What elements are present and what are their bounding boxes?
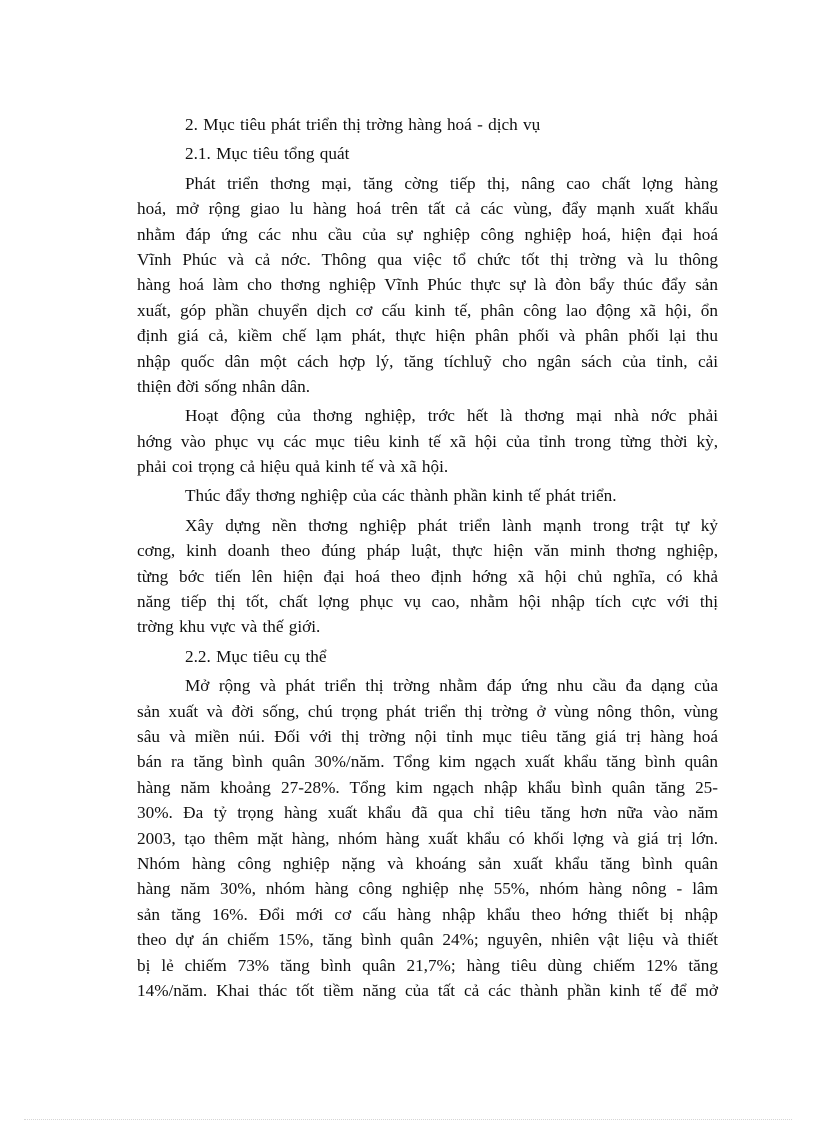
text-line: hớng vào phục vụ các mục tiêu kinh tế xã hội của tỉnh trong từng thời kỳ,: [137, 431, 718, 451]
text-line: Hoạt động của thơng nghiệp, trớc hết là thơng mại nhà nớc phải: [185, 406, 718, 426]
text-line: 30%. Đa tỷ trọng hàng xuất khẩu đã qua chỉ tiêu tăng hơn nữa vào năm: [137, 803, 718, 823]
text-line: xuất, góp phần chuyển dịch cơ cấu kinh tế, phân công lao động xã hội, ổn: [137, 300, 718, 320]
text-line: trờng khu vực và thế giới.: [137, 617, 321, 637]
subsection-heading: 2.1. Mục tiêu tổng quát: [185, 144, 350, 164]
text-line: bị lẻ chiếm 73% tăng bình quân 21,7%; hàng tiêu dùng chiếm 12% tăng: [137, 955, 718, 975]
text-line: thiện đời sống nhân dân.: [137, 376, 311, 396]
text-line: hàng năm khoảng 27-28%. Tổng kim ngạch nhập khẩu bình quân tăng 25-: [137, 777, 718, 797]
text-line: sản tăng 16%. Đổi mới cơ cấu hàng nhập khẩu theo hớng thiết bị nhập: [137, 904, 718, 924]
text-line: định giá cả, kiềm chế lạm phát, thực hiện phân phối và phân phối lại thu: [137, 326, 718, 346]
document-page: [137, 112, 718, 1003]
text-line: sản xuất và đời sống, chú trọng phát triển thị trờng ở vùng nông thôn, vùng: [137, 701, 718, 721]
paragraph-specific-goals: [137, 673, 718, 1003]
paragraph-promote-sectors: [137, 483, 718, 508]
text-line: Thúc đẩy thơng nghiệp của các thành phần kinh tế phát triển.: [185, 486, 617, 506]
text-line: hoá, mở rộng giao lu hàng hoá trên tất cả các vùng, đẩy mạnh xuất khẩu: [137, 199, 718, 219]
page-bottom-rule: [24, 1119, 792, 1120]
text-line: nhằm đáp ứng các nhu cầu của sự nghiệp công nghiệp hoá, hiện đại hoá: [137, 224, 718, 244]
text-line: phải coi trọng cả hiệu quả kinh tế và xã hội.: [137, 457, 449, 477]
paragraph-commerce-activity: [137, 403, 718, 479]
text-line: bán ra tăng bình quân 30%/năm. Tổng kim ngạch xuất khẩu tăng bình quân: [137, 752, 718, 772]
text-line: cơng, kinh doanh theo đúng pháp luật, thực hiện văn minh thơng nghiệp,: [137, 541, 718, 561]
section-heading: 2. Mục tiêu phát triển thị trờng hàng hoá - dịch vụ: [185, 115, 541, 134]
text-line: Phát triển thơng mại, tăng cờng tiếp thị, nâng cao chất lợng hàng: [185, 173, 718, 193]
text-line: 14%/năm. Khai thác tốt tiềm năng của tất cả các thành phần kinh tế để mở: [137, 980, 718, 1000]
text-line: nhập quốc dân một cách hợp lý, tăng tíchluỹ cho ngân sách của tỉnh, cải: [137, 351, 718, 371]
text-line: theo dự án chiếm 15%, tăng bình quân 24%; nguyên, nhiên vật liệu và thiết: [137, 930, 718, 950]
text-line: Xây dựng nền thơng nghiệp phát triển lành mạnh trong trật tự kỷ: [185, 515, 718, 535]
text-line: từng bớc tiến lên hiện đại hoá theo định hớng xã hội chủ nghĩa, có khả: [137, 566, 718, 586]
text-line: Mở rộng và phát triển thị trờng nhằm đáp ứng nhu cầu đa dạng của: [185, 676, 718, 696]
text-line: Vĩnh Phúc và cả nớc. Thông qua việc tổ chức tốt thị trờng và lu thông: [137, 249, 718, 269]
text-line: 2003, tạo thêm mặt hàng, nhóm hàng xuất khẩu có khối lợng và giá trị lớn.: [137, 828, 718, 848]
text-line: hàng hoá làm cho thơng nghiệp Vĩnh Phúc thực sự là đòn bẩy thúc đẩy sản: [137, 275, 718, 295]
text-line: năng tiếp thị tốt, chất lợng phục vụ cao, nhằm hội nhập tích cực với thị: [137, 592, 718, 612]
paragraph-general-goal: [137, 171, 718, 400]
text-line: sâu và miền núi. Đối với thị trờng nội tỉnh mục tiêu tăng giá trị hàng hoá: [137, 726, 718, 746]
paragraph-build-commerce: [137, 513, 718, 640]
text-line: Nhóm hàng công nghiệp nặng và khoáng sản xuất khẩu tăng bình quân: [137, 853, 718, 873]
subsection-heading: 2.2. Mục tiêu cụ thể: [185, 646, 327, 666]
text-line: hàng năm 30%, nhóm hàng công nghiệp nhẹ 55%, nhóm hàng nông - lâm: [137, 879, 718, 899]
